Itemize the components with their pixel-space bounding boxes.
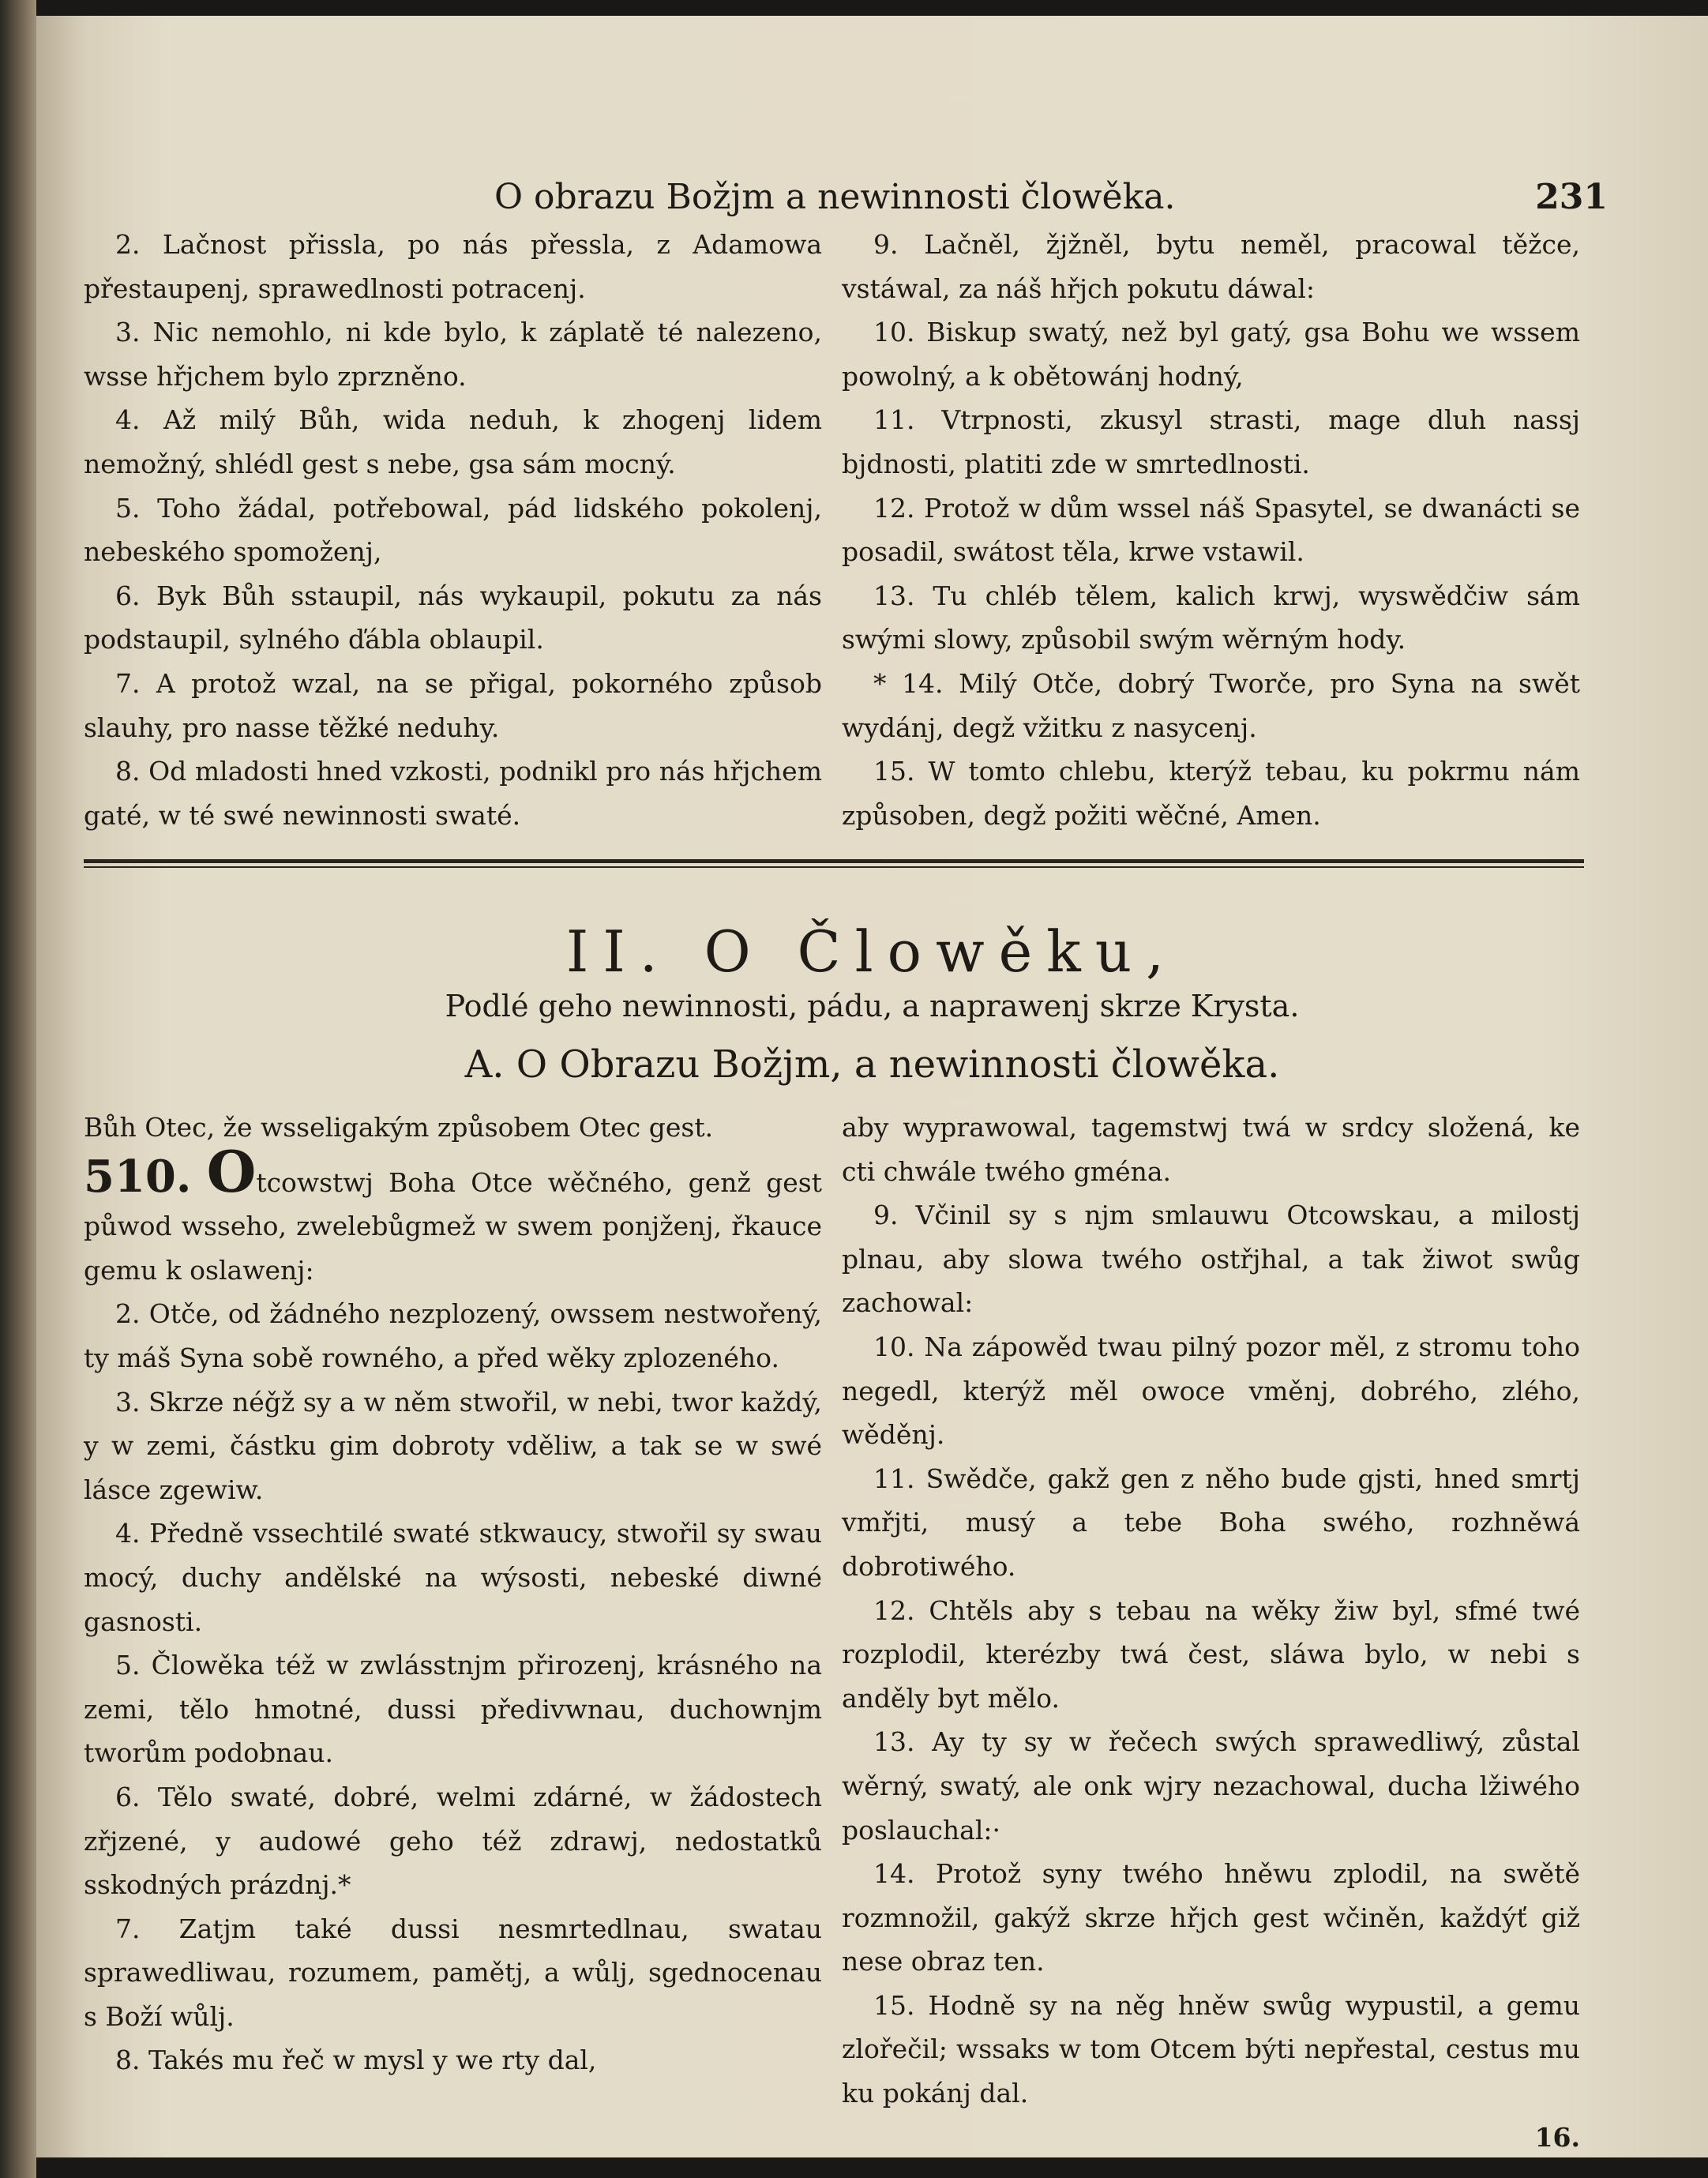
section-title: II. O Člowěku, bbox=[565, 918, 1179, 985]
stanza: 15. W tomto chlebu, kterýž tebau, ku pokrmu nám způsoben, degž požiti wěčné, Amen. bbox=[842, 756, 1580, 831]
hymn-tune-line: Bůh Otec, že wsseligakým způsobem Otec gest. bbox=[84, 1112, 714, 1143]
top-right-column bbox=[842, 223, 1580, 837]
stanza: 4. Předně vssechtilé swaté stkwaucy, stwořil sy swau mocý, duchy andělské na wýsosti, nebeské diwné gasnosti. bbox=[84, 1518, 822, 1637]
section-divider bbox=[84, 859, 1584, 870]
top-left-column bbox=[84, 223, 822, 837]
stanza: 12. Chtěls aby s tebau na wěky žiw byl, sfmé twé rozplodil, kterézby twá čest, sláwa bylo, w nebi s anděly byt mělo. bbox=[842, 1594, 1580, 1714]
stanza: 2. Lačnost přissla, po nás přessla, z Adamowa přestaupenj, sprawedlnosti potracenj. bbox=[84, 229, 822, 304]
page-number: 231 bbox=[1535, 177, 1608, 217]
book-gutter bbox=[0, 0, 36, 2178]
stanza: 13. Ay ty sy w řečech swých sprawedliwý, zůstal wěrný, swatý, ale onk wjry nezachowal, ducha lžiwého poslauchal:· bbox=[842, 1726, 1580, 1846]
subsection-heading: A. O Obrazu Božjm, a newinnosti člowěka. bbox=[464, 1042, 1280, 1087]
hymn-number: 510. bbox=[84, 1150, 192, 1203]
stanza: 2. Otče, od žádného nezplozený, owssem nestwořený, ty máš Syna sobě rowného, a před wěky zplozeného. bbox=[84, 1298, 822, 1373]
divider-thin-line bbox=[84, 866, 1584, 868]
stanza: 9. Lačněl, žjžněl, bytu neměl, pracowal těžce, vstáwal, za náš hřjch pokutu dáwal: bbox=[842, 229, 1580, 304]
bottom-left-column bbox=[84, 1106, 822, 2082]
bottom-right-text bbox=[842, 1106, 1580, 2157]
stanza: 10. Na zápowěd twau pilný pozor měl, z stromu toho negedl, kterýž měl owoce vměnj, dobrého, zlého, wěděnj. bbox=[842, 1331, 1580, 1451]
stanza: 6. Tělo swaté, dobré, welmi zdárné, w žádostech zřjzené, y audowé geho též zdrawj, nedostatků sskodných prázdnj.* bbox=[84, 1781, 822, 1901]
stanza: 14. Protož syny twého hněwu zplodil, na swětě rozmnožil, gakýž skrze hřjch gest wčiněn, každýť giž nese obraz ten. bbox=[842, 1858, 1580, 1977]
book-page bbox=[36, 16, 1708, 2157]
divider-thick-line bbox=[84, 859, 1584, 863]
stanza: * 14. Milý Otče, dobrý Tworče, pro Syna na swět wydánj, degž vžitku z nasycenj. bbox=[842, 667, 1580, 743]
bottom-right-column bbox=[842, 1106, 1580, 2153]
running-title: O obrazu Božjm a newinnosti člowěka. bbox=[494, 177, 1176, 217]
hymn-first-stanza bbox=[84, 1137, 822, 1293]
stanza: 15. Hodně sy na něg hněw swůg wypustil, a gemu zlořečil; wssaks w tom Otcem býti nepřestal, cestus mu ku pokánj dal. bbox=[842, 1989, 1580, 2109]
running-header bbox=[463, 174, 1608, 221]
catchword: 16. bbox=[1534, 2121, 1580, 2153]
stanza: 5. Toho žádal, potřebowal, pád lidského pokolenj, nebeského spomoženj, bbox=[84, 492, 822, 568]
stanza: 7. A protož wzal, na se přigal, pokorného způsob slauhy, pro nasse těžké neduhy. bbox=[84, 667, 822, 743]
stanza: 13. Tu chléb tělem, kalich krwj, wyswědčiw sám swými slowy, způsobil swým wěrným hody. bbox=[842, 580, 1580, 655]
stanza: 3. Skrze néǧž sy a w něm stwořil, w nebi, twor každý, y w zemi, částku gim dobroty vděliw, a tak se w swé lásce zgewiw. bbox=[84, 1386, 822, 1505]
stanza: 9. Včinil sy s njm smlauwu Otcowskau, a milostj plnau, aby slowa twého ostřjhal, a tak žiwot swůg zachowal: bbox=[842, 1200, 1580, 1319]
first-stanza-text: tcowstwj Boha Otce wěčného, genž gest půwod wsseho, zwelebůgmež w swem ponjženj, řkauce gemu k oslawenj: bbox=[84, 1166, 822, 1286]
section-subtitle: Podlé geho newinnosti, pádu, a naprawenj skrze Krysta. bbox=[445, 989, 1300, 1023]
stanza: 11. Swědče, gakž gen z něho bude gjsti, hned smrtj vmřjti, musý a tebe Boha swého, rozhněwá dobrotiwého. bbox=[842, 1463, 1580, 1582]
stanza: 6. Byk Bůh sstaupil, nás wykaupil, pokutu za nás podstaupil, sylného ďábla oblaupil. bbox=[84, 580, 822, 655]
stanza: 4. Až milý Bůh, wida neduh, k zhogenj lidem nemožný, shlédl gest s nebe, gsa sám mocný. bbox=[84, 404, 822, 479]
stanza: 3. Nic nemohlo, ni kde bylo, k záplatě té nalezeno, wsse hřjchem bylo zprzněno. bbox=[84, 317, 822, 392]
stanza: aby wyprawowal, tagemstwj twá w srdcy složená, ke cti chwále twého gména. bbox=[842, 1112, 1580, 1187]
stanza: 8. Od mladosti hned vzkosti, podnikl pro nás hřjchem gaté, w té swé newinnosti swaté. bbox=[84, 756, 822, 831]
stanza: 11. Vtrpnosti, zkusyl strasti, mage dluh nassj bjdnosti, platiti zde w smrtedlnosti. bbox=[842, 404, 1580, 479]
stanza: 5. Člowěka též w zwlásstnjm přirozenj, krásného na zemi, tělo hmotné, dussi předivwnau, duchownjm tworům podobnau. bbox=[84, 1650, 822, 1769]
stanza: 7. Zatjm také dussi nesmrtedlnau, swatau sprawedliwau, rozumem, pamětj, a wůlj, sgednocenau s Boží wůlj. bbox=[84, 1913, 822, 2032]
stanza: 12. Protož w dům wssel náš Spasytel, se dwanácti se posadil, swátost těla, krwe vstawil. bbox=[842, 492, 1580, 568]
drop-cap: O bbox=[206, 1137, 257, 1205]
stanza: 10. Biskup swatý, než byl gatý, gsa Bohu we wssem powolný, a k obětowánj hodný, bbox=[842, 317, 1580, 392]
stanza: 8. Takés mu řeč w mysl y we rty dal, bbox=[115, 2045, 597, 2076]
